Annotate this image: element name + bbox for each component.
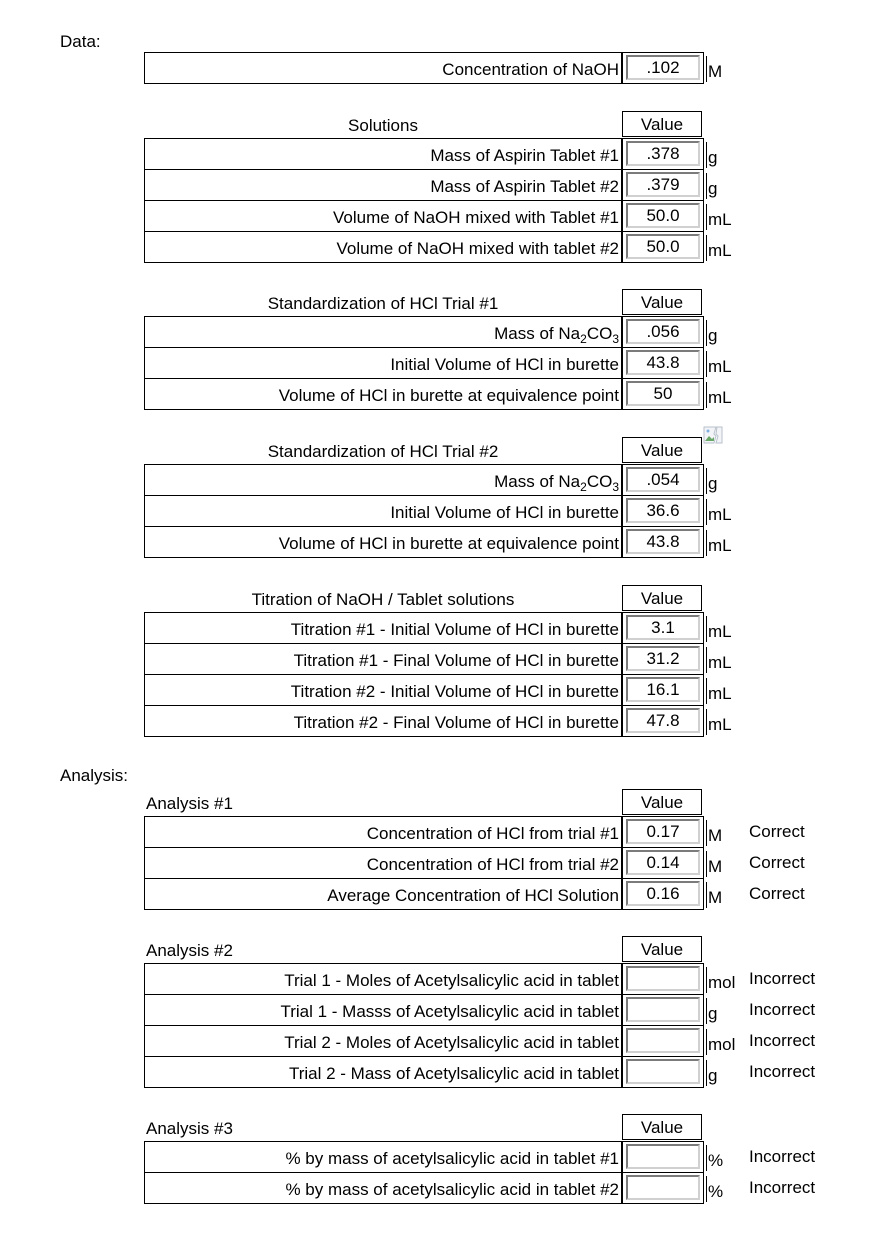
row-label: Trial 2 - Moles of Acetylsalicylic acid in tablet (144, 1025, 622, 1057)
mass-label-text: Mass of Na (494, 324, 581, 343)
subscript: 3 (612, 480, 619, 494)
row-label: Initial Volume of HCl in burette (144, 347, 622, 379)
subscript: 2 (580, 332, 587, 346)
row-label: Trial 2 - Mass of Acetylsalicylic acid in tablet (144, 1056, 622, 1088)
analysis-1-title: Analysis #1 (146, 794, 233, 813)
value-input[interactable]: 43.8 (626, 350, 700, 375)
value-header: Value (622, 936, 702, 962)
row-label: Trial 1 - Masss of Acetylsalicylic acid in tablet (144, 994, 622, 1026)
table-row (144, 316, 878, 347)
row-label: % by mass of acetylsalicylic acid in tablet #2 (144, 1172, 622, 1204)
table-row (144, 705, 878, 736)
subscript: 2 (580, 480, 587, 494)
unit-label: g (706, 1060, 717, 1086)
value-input[interactable]: .378 (626, 141, 700, 166)
value-input[interactable]: 36.6 (626, 498, 700, 523)
mass-label-text: Mass of Na (494, 472, 581, 491)
naoh-concentration-label: Concentration of NaOH (144, 52, 622, 84)
unit-label: mL (706, 235, 732, 261)
unit-label: g (706, 998, 717, 1024)
mass-label-text: CO (586, 472, 613, 491)
analysis-3-title: Analysis #3 (146, 1119, 233, 1138)
value-input[interactable]: 50.0 (626, 234, 700, 259)
standardization-trial-2-table (144, 437, 878, 557)
unit-label: g (706, 320, 717, 346)
row-label: Titration #2 - Initial Volume of HCl in burette (144, 674, 622, 706)
row-label (144, 316, 622, 348)
value-header: Value (622, 437, 702, 463)
status-text: Incorrect (749, 1000, 816, 1019)
table-row (144, 495, 878, 526)
status-text: Correct (749, 853, 805, 872)
table-row (144, 994, 878, 1025)
status-text: Incorrect (749, 1178, 816, 1197)
unit-label: % (706, 1176, 723, 1202)
analysis-2-title: Analysis #2 (146, 941, 233, 960)
analysis-2-table (144, 936, 878, 1087)
titration-table (144, 585, 878, 736)
value-input[interactable]: 50.0 (626, 203, 700, 228)
unit-label: M (706, 882, 722, 908)
unit-label: mL (706, 530, 732, 556)
unit-label: mL (706, 382, 732, 408)
unit-label: mol (706, 1029, 735, 1055)
analysis-1-table (144, 789, 878, 909)
table-row (144, 200, 878, 231)
table-row (144, 847, 878, 878)
unit-label: M (706, 820, 722, 846)
standardization-trial-1-table (144, 289, 878, 409)
unit-label: g (706, 142, 717, 168)
table-row (144, 1025, 878, 1056)
table-row (144, 464, 878, 495)
table-row (144, 169, 878, 200)
value-input[interactable]: 3.1 (626, 615, 700, 640)
status-text: Incorrect (749, 1062, 816, 1081)
naoh-concentration-block (144, 52, 878, 83)
unit-label: mL (706, 351, 732, 377)
table-row (144, 816, 878, 847)
row-label: Volume of HCl in burette at equivalence point (144, 378, 622, 410)
row-label: Volume of NaOH mixed with tablet #2 (144, 231, 622, 263)
titration-title: Titration of NaOH / Tablet solutions (251, 590, 515, 609)
table-row (144, 674, 878, 705)
value-input[interactable]: 31.2 (626, 646, 700, 671)
row-label: Average Concentration of HCl Solution (144, 878, 622, 910)
table-row (144, 378, 878, 409)
table-row (144, 347, 878, 378)
subscript: 3 (612, 332, 619, 346)
unit-label: mL (706, 499, 732, 525)
table-row (144, 1141, 878, 1172)
row-label: Titration #1 - Initial Volume of HCl in burette (144, 612, 622, 644)
naoh-concentration-row (144, 52, 878, 83)
value-header: Value (622, 585, 702, 611)
analysis-section-label: Analysis: (60, 766, 129, 785)
row-label: Initial Volume of HCl in burette (144, 495, 622, 527)
value-input[interactable]: 0.17 (626, 819, 700, 844)
data-section-label: Data: (60, 32, 101, 51)
value-input[interactable] (626, 1059, 700, 1084)
standardization-trial-2-title: Standardization of HCl Trial #2 (267, 442, 499, 461)
value-input[interactable]: 0.14 (626, 850, 700, 875)
row-label: Mass of Aspirin Tablet #1 (144, 138, 622, 170)
table-row (144, 963, 878, 994)
unit-label: mL (706, 616, 732, 642)
row-label: Titration #1 - Final Volume of HCl in burette (144, 643, 622, 675)
row-label: Mass of Aspirin Tablet #2 (144, 169, 622, 201)
value-input[interactable]: 47.8 (626, 708, 700, 733)
naoh-concentration-input[interactable]: .102 (626, 55, 700, 80)
unit-label: mL (706, 647, 732, 673)
table-row (144, 1056, 878, 1087)
table-row (144, 138, 878, 169)
row-label: Volume of NaOH mixed with Tablet #1 (144, 200, 622, 232)
mass-label-text: CO (586, 324, 613, 343)
unit-label: mL (706, 204, 732, 230)
row-label: Concentration of HCl from trial #2 (144, 847, 622, 879)
status-text: Incorrect (749, 1147, 816, 1166)
unit-label: g (706, 468, 717, 494)
value-input[interactable] (626, 1028, 700, 1053)
value-input[interactable]: .054 (626, 467, 700, 492)
value-input[interactable]: 0.16 (626, 881, 700, 906)
value-header: Value (622, 111, 702, 137)
table-row (144, 1172, 878, 1203)
row-label: Titration #2 - Final Volume of HCl in burette (144, 705, 622, 737)
solutions-title: Solutions (348, 116, 418, 135)
table-row (144, 612, 878, 643)
naoh-concentration-unit: M (706, 56, 722, 82)
unit-label: % (706, 1145, 723, 1171)
value-header: Value (622, 1114, 702, 1140)
row-label: % by mass of acetylsalicylic acid in tablet #1 (144, 1141, 622, 1173)
value-input[interactable]: .379 (626, 172, 700, 197)
value-input[interactable]: 43.8 (626, 529, 700, 554)
status-text: Correct (749, 884, 805, 903)
value-input[interactable]: 16.1 (626, 677, 700, 702)
value-header: Value (622, 289, 702, 315)
analysis-3-table (144, 1114, 878, 1203)
row-label (144, 464, 622, 496)
table-row (144, 878, 878, 909)
value-header: Value (622, 789, 702, 815)
table-row (144, 643, 878, 674)
status-text: Incorrect (749, 1031, 816, 1050)
unit-label: mL (706, 678, 732, 704)
value-input[interactable] (626, 997, 700, 1022)
unit-label: M (706, 851, 722, 877)
status-text: Incorrect (749, 969, 816, 988)
row-label: Trial 1 - Moles of Acetylsalicylic acid in tablet (144, 963, 622, 995)
unit-label: mL (706, 709, 732, 735)
value-input[interactable]: 50 (626, 381, 700, 406)
table-row (144, 526, 878, 557)
status-text: Correct (749, 822, 805, 841)
solutions-table (144, 111, 878, 262)
value-input[interactable] (626, 1175, 700, 1200)
table-row (144, 231, 878, 262)
standardization-trial-1-title: Standardization of HCl Trial #1 (267, 294, 499, 313)
value-input[interactable] (626, 1144, 700, 1169)
unit-label: g (706, 173, 717, 199)
row-label: Concentration of HCl from trial #1 (144, 816, 622, 848)
row-label: Volume of HCl in burette at equivalence point (144, 526, 622, 558)
value-input[interactable] (626, 966, 700, 991)
value-input[interactable]: .056 (626, 319, 700, 344)
unit-label: mol (706, 967, 735, 993)
